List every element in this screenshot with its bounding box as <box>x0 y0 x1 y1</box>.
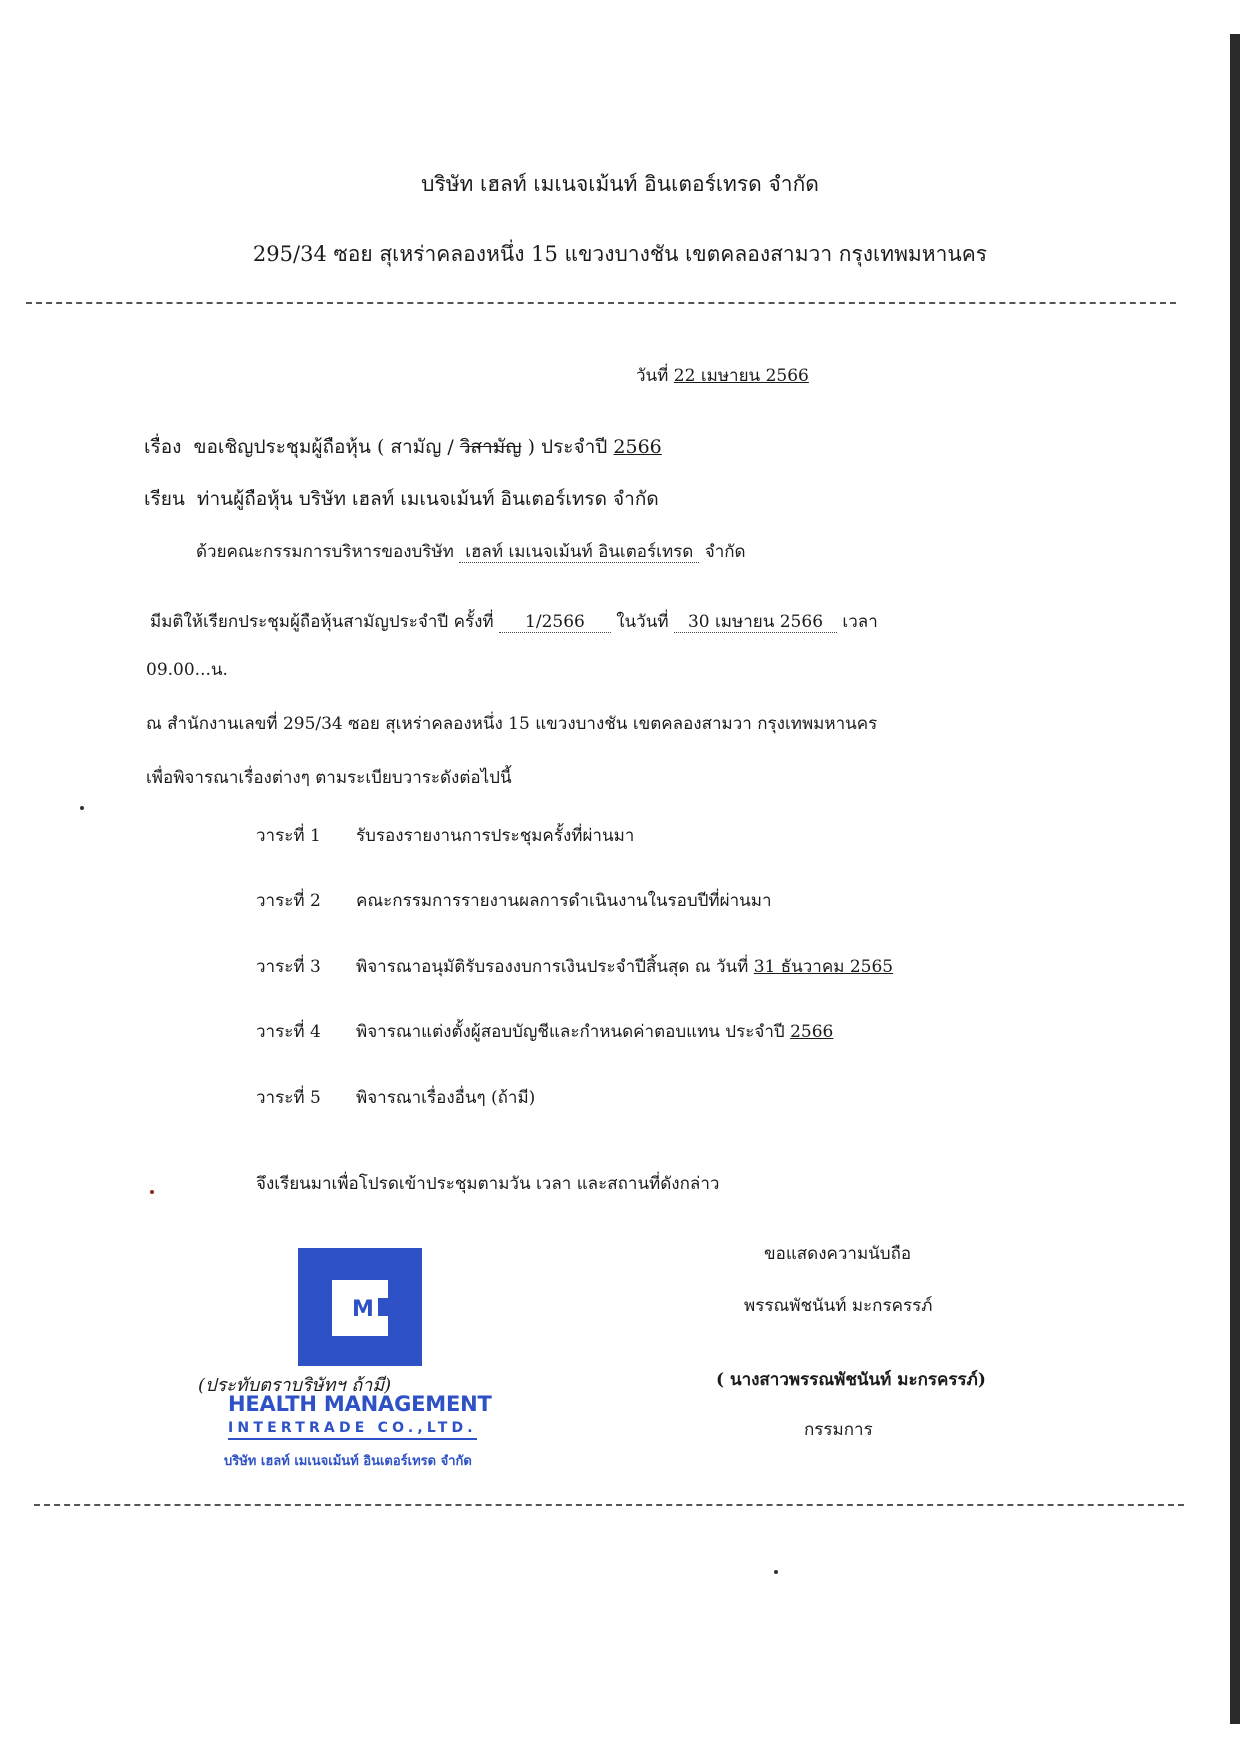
signer-position: กรรมการ <box>804 1420 873 1440</box>
agenda-text: พิจารณาอนุมัติรับรองงบการเงินประจำปีสิ้นสุด ณ วันที่ <box>356 957 749 977</box>
scan-speck <box>774 1570 778 1574</box>
board-prefix: ด้วยคณะกรรมการบริหารของบริษัท <box>196 542 454 562</box>
logo-name-th: บริษัท เฮลท์ เมเนจเม้นท์ อินเตอร์เทรด จำกัด <box>224 1454 472 1469</box>
printed-name: ( นางสาวพรรณพัชนันท์ มะกรครรภ์) <box>716 1370 986 1390</box>
agenda-item <box>256 953 893 980</box>
company-name-heading: บริษัท เฮลท์ เมเนจเม้นท์ อินเตอร์เทรด จำกัด <box>421 172 819 196</box>
subject-struck-option: วิสามัญ <box>459 436 522 458</box>
meeting-time: 09.00...น. <box>146 660 228 680</box>
scan-speck <box>150 1190 154 1194</box>
meeting-date: 30 เมษายน 2566 <box>674 612 837 633</box>
date-label: วันที่ <box>636 366 669 386</box>
logo-name-en-sub: INTERTRADE CO.,LTD. <box>228 1420 477 1440</box>
recipient-line <box>144 484 659 514</box>
meeting-venue: ณ สำนักงานเลขที่ 295/34 ซอย สุเหร่าคลองหนึ่ง 15 แขวงบางชัน เขตคลองสามวา กรุงเทพมหานคร <box>146 714 878 734</box>
agenda-underlined-date: 31 ธันวาคม 2565 <box>753 957 894 977</box>
stamp-note: (ประทับตราบริษัทฯ ถ้ามี) <box>198 1375 392 1396</box>
company-logo-icon <box>290 1240 430 1372</box>
agenda-text: พิจารณาแต่งตั้งผู้สอบบัญชีและกำหนดค่าตอบแทน ประจำปี <box>356 1022 785 1042</box>
regards-text: ขอแสดงความนับถือ <box>764 1244 912 1264</box>
recipient-text: ท่านผู้ถือหุ้น บริษัท เฮลท์ เมเนจเม้นท์ อินเตอร์เทรด จำกัด <box>196 488 659 510</box>
agenda-item <box>256 1084 535 1111</box>
date-value: 22 เมษายน 2566 <box>673 366 809 386</box>
subject-label: เรื่อง <box>144 436 182 458</box>
scan-speck <box>80 806 84 810</box>
divider-top <box>26 302 1176 304</box>
agenda-text: รับรองรายงานการประชุมครั้งที่ผ่านมา <box>356 826 635 846</box>
agenda-number: วาระที่ 4 <box>256 1022 321 1042</box>
agenda-number: วาระที่ 1 <box>256 826 321 846</box>
closing-sentence: จึงเรียนมาเพื่อโปรดเข้าประชุมตามวัน เวลา และสถานที่ดังกล่าว <box>256 1174 720 1194</box>
subject-line <box>144 432 662 462</box>
board-company-fill: เฮลท์ เมเนจเม้นท์ อินเตอร์เทรด <box>459 542 699 563</box>
on-date-label: ในวันที่ <box>616 612 669 632</box>
company-address: 295/34 ซอย สุเหร่าคลองหนึ่ง 15 แขวงบางชัน เขตคลองสามวา กรุงเทพมหานคร <box>252 242 988 266</box>
agenda-text: คณะกรรมการรายงานผลการดำเนินงานในรอบปีที่ผ่านมา <box>356 891 772 911</box>
recipient-label: เรียน <box>144 488 185 510</box>
letter-date <box>636 362 809 389</box>
agenda-underlined-year: 2566 <box>790 1022 834 1042</box>
subject-year: 2566 <box>613 436 662 458</box>
agenda-number: วาระที่ 5 <box>256 1088 321 1108</box>
subject-text-after: ) ประจำปี <box>527 436 608 458</box>
board-line <box>196 538 746 565</box>
time-label: เวลา <box>842 612 878 632</box>
agenda-number: วาระที่ 2 <box>256 891 321 911</box>
logo-letter: M <box>352 1297 374 1322</box>
board-suffix: จำกัด <box>704 542 746 562</box>
agenda-item <box>256 822 634 849</box>
agenda-text: พิจารณาเรื่องอื่นๆ (ถ้ามี) <box>356 1088 536 1108</box>
agenda-item <box>256 887 772 914</box>
divider-bottom <box>34 1504 1184 1506</box>
meeting-number: 1/2566 <box>499 612 611 633</box>
agenda-item <box>256 1018 833 1045</box>
logo-name-en: HEALTH MANAGEMENT <box>228 1392 492 1416</box>
signed-name: พรรณพัชนันท์ มะกรครรภ์ <box>744 1296 933 1316</box>
resolution-line <box>150 608 878 635</box>
subject-text: ขอเชิญประชุมผู้ถือหุ้น ( สามัญ / <box>193 436 454 458</box>
resolution-prefix: มีมติให้เรียกประชุมผู้ถือหุ้นสามัญประจำปี ครั้งที่ <box>150 612 494 632</box>
purpose-line: เพื่อพิจารณาเรื่องต่างๆ ตามระเบียบวาระดังต่อไปนี้ <box>146 768 512 788</box>
agenda-number: วาระที่ 3 <box>256 957 321 977</box>
scan-edge-shadow <box>1230 34 1240 1724</box>
